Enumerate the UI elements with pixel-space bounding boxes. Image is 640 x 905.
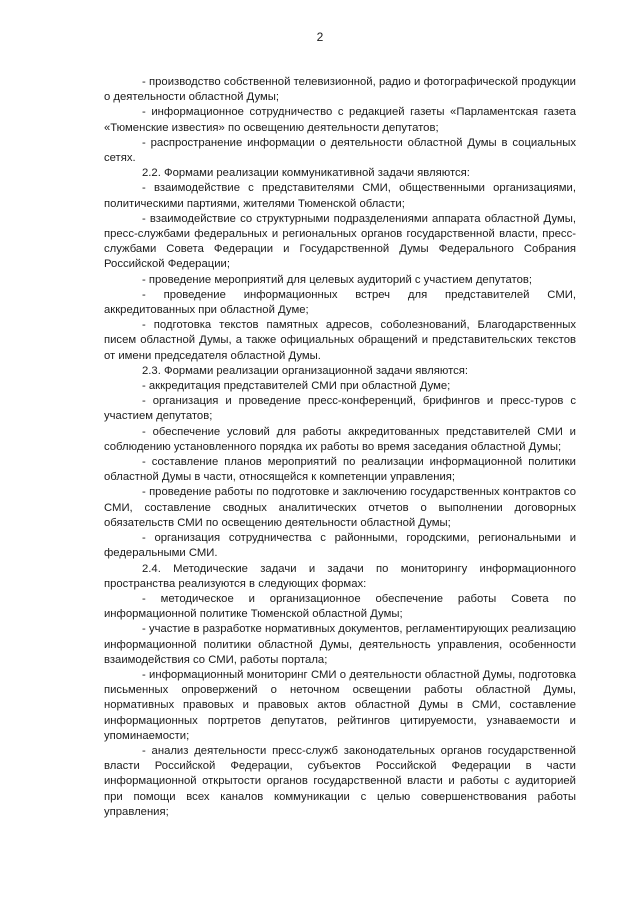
paragraph: - взаимодействие с представителями СМИ, общественными организациями, политическими партиями, жителями Тюменской области; [104, 182, 576, 210]
document-body [104, 75, 576, 820]
paragraph: - организация и проведение пресс-конференций, брифингов и пресс-туров с участием депутатов; [104, 395, 576, 423]
paragraph: - проведение работы по подготовке и заключению государственных контрактов со СМИ, составление сводных аналитических отчетов о выполнении договорных обязательств СМИ по освещению деятельности областной Думы; [104, 486, 576, 529]
paragraph: - взаимодействие со структурными подразделениями аппарата областной Думы, пресс-службами федеральных и региональных органов государственной власти, пресс-службами Совета Федерации и Государственной Думы Федерального Собрания Российской Федерации; [104, 212, 576, 271]
section-heading-2-2: 2.2. Формами реализации коммуникативной задачи являются: [142, 167, 470, 180]
section-heading-2-4: 2.4. Методические задачи и задачи по мониторингу информационного пространства реализуются в следующих формах: [104, 562, 576, 590]
paragraph: - организация сотрудничества с районными, городскими, региональными и федеральными СМИ. [104, 532, 576, 560]
paragraph: - информационное сотрудничество с редакцией газеты «Парламентская газета «Тюменские известия» по освещению деятельности депутатов; [104, 106, 576, 134]
paragraph: - обеспечение условий для работы аккредитованных представителей СМИ и соблюдению установленного порядка их работы во время заседания областной Думы; [104, 425, 576, 453]
section-heading-2-3: 2.3. Формами реализации организационной задачи являются: [142, 364, 469, 377]
paragraph: - подготовка текстов памятных адресов, соболезнований, Благодарственных писем областной Думы, а также официальных обращений и представительских текстов от имени председателя областной Думы. [104, 319, 576, 362]
paragraph: - производство собственной телевизионной, радио и фотографической продукции о деятельности областной Думы; [104, 76, 576, 104]
paragraph: - распространение информации о деятельности областной Думы в социальных сетях. [104, 136, 576, 165]
paragraph: - методическое и организационное обеспечение работы Совета по информационной политике Тюменской областной Думы; [104, 592, 576, 621]
paragraph: - анализ деятельности пресс-служб законодательных органов государственной власти Российской Федерации, субъектов Российской Федерации в части информационной открытости органов государственной власти и работы с аудиторией при помощи всех каналов коммуникации с целью совершенствования работы управления; [104, 744, 576, 818]
paragraph: - информационный мониторинг СМИ о деятельности областной Думы, подготовка письменных опровержений о неточном освещении работы областной Думы, нормативных правовых и правовых актов областной Думы в СМИ, составление информационных портретов депутатов, рейтингов цитируемости, узнаваемости и упоминаемости; [104, 668, 576, 742]
paragraph: - аккредитация представителей СМИ при областной Думе; [142, 380, 451, 393]
page-number: 2 [316, 30, 324, 44]
paragraph: - участие в разработке нормативных документов, регламентирующих реализацию информационной политики областной Думы, деятельность управления, особенности взаимодействия со СМИ, работы портала; [104, 623, 576, 666]
paragraph: - составление планов мероприятий по реализации информационной политики областной Думы в части, относящейся к компетенции управления; [104, 456, 576, 484]
paragraph: - проведение информационных встреч для представителей СМИ, аккредитованных при областной Думе; [104, 288, 576, 317]
paragraph: - проведение мероприятий для целевых аудиторий с участием депутатов; [142, 273, 533, 286]
